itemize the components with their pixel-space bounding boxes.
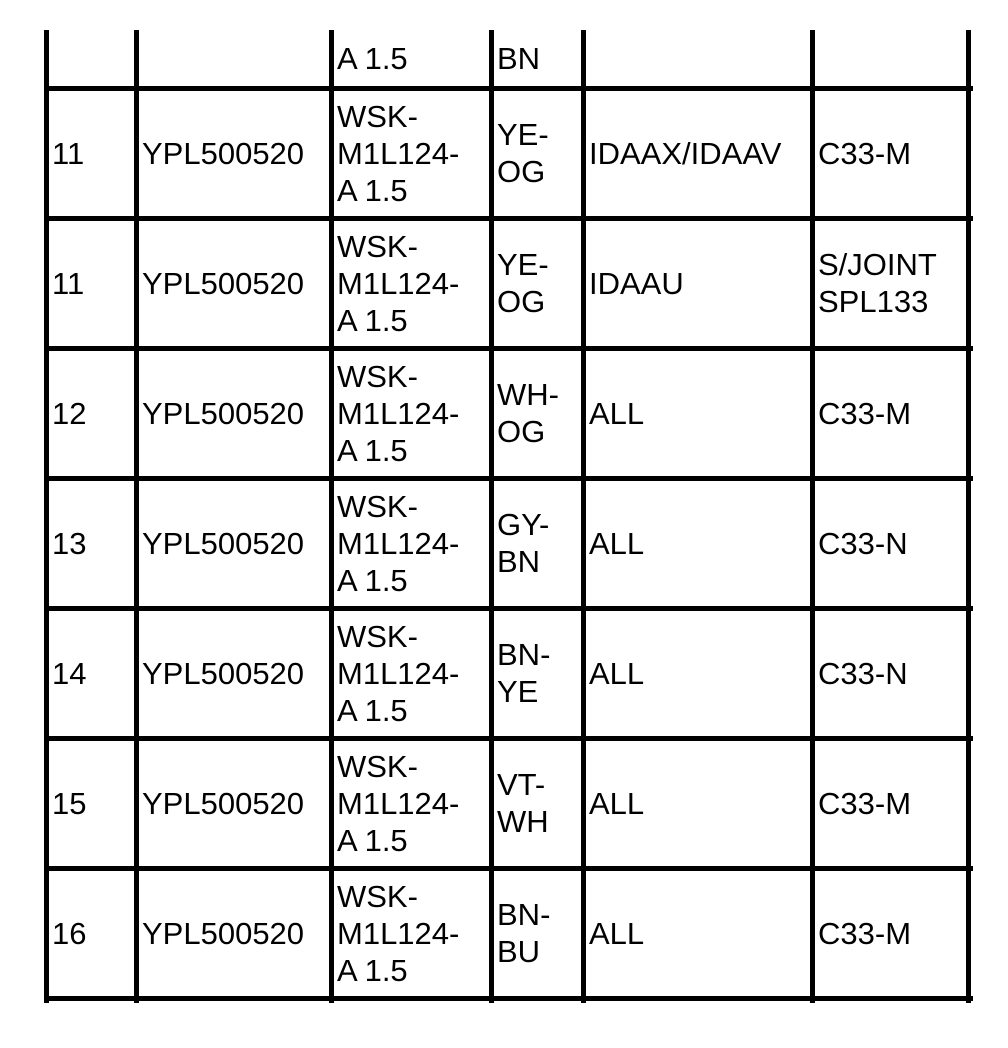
part-number-cell [142,221,328,345]
cell-text: YPL500520 [142,395,305,431]
part-number-cell [142,481,328,605]
pin-cell [52,91,133,215]
wire-spec-cell [337,91,488,215]
option-cell [589,741,809,865]
cell-text: 14 [52,655,87,691]
part-number-cell [142,741,328,865]
destination-cell [818,221,965,345]
color-cell [497,871,580,995]
cell-text: WSK- M1L124- A 1.5 [337,358,460,468]
cell-text: C33-N [818,655,908,691]
option-cell [589,481,809,605]
pin-cell [52,611,133,735]
cell-text: YE- OG [497,117,549,189]
pin-cell [52,481,133,605]
option-cell [589,871,809,995]
cell-text: C33-M [818,915,912,951]
cell-text: YPL500520 [142,655,305,691]
destination-cell [818,481,965,605]
pin-cell [52,351,133,475]
cell-text: 11 [52,265,85,301]
destination-cell [818,741,965,865]
column-divider [44,30,49,1003]
cell-text: GY- BN [497,507,550,579]
part-number-cell [142,91,328,215]
cell-text: YPL500520 [142,785,305,821]
wire-spec-cell [337,611,488,735]
option-cell [589,611,809,735]
cell-text: WSK- M1L124- A 1.5 [337,488,460,598]
cell-text: WSK- M1L124- A 1.5 [337,618,460,728]
color-cell [497,481,580,605]
cell-text: C33-N [818,525,908,561]
cell-text: 12 [52,395,87,431]
part-number-cell [142,611,328,735]
destination-cell [818,351,965,475]
cell-text: IDAAU [589,265,684,301]
column-divider [966,30,971,1003]
cell-text: ALL [589,785,645,821]
cell-text: WH- OG [497,377,559,449]
destination-cell [818,33,965,85]
cell-text: C33-M [818,785,912,821]
column-divider [581,30,586,1003]
pin-cell [52,871,133,995]
cell-text: WSK- M1L124- A 1.5 [337,878,460,988]
cell-text: BN- YE [497,637,551,709]
cell-text: YPL500520 [142,525,305,561]
option-cell [589,351,809,475]
wire-spec-cell [337,741,488,865]
part-number-cell [142,33,328,85]
cell-text: YPL500520 [142,135,305,171]
cell-text: VT- WH [497,767,549,839]
cell-text: 11 [52,135,85,171]
color-cell [497,611,580,735]
option-cell [589,33,809,85]
wire-spec-cell [337,871,488,995]
cell-text: C33-M [818,395,912,431]
color-cell [497,741,580,865]
cell-text: S/JOINT SPL133 [818,247,937,319]
cell-text: BN [497,41,541,76]
pin-cell [52,33,133,85]
pin-cell [52,741,133,865]
cell-text: 16 [52,915,87,951]
color-cell [497,221,580,345]
cell-text: 13 [52,525,87,561]
column-divider [134,30,139,1003]
row-divider [44,996,973,1001]
cell-text: C33-M [818,135,912,171]
cell-text: WSK- M1L124- A 1.5 [337,228,460,338]
destination-cell [818,91,965,215]
cell-text: A 1.5 [337,41,408,76]
column-divider [329,30,334,1003]
cell-text: ALL [589,655,645,691]
cell-text: ALL [589,915,645,951]
color-cell [497,351,580,475]
cell-text: 15 [52,785,87,821]
cell-text: YE- OG [497,247,549,319]
pin-cell [52,221,133,345]
option-cell [589,221,809,345]
destination-cell [818,611,965,735]
part-number-cell [142,871,328,995]
destination-cell [818,871,965,995]
wire-spec-cell [337,221,488,345]
wire-spec-cell [337,33,488,85]
cell-text: WSK- M1L124- A 1.5 [337,748,460,858]
cell-text: BN- BU [497,897,551,969]
color-cell [497,33,580,85]
column-divider [489,30,494,1003]
cell-text: YPL500520 [142,915,305,951]
color-cell [497,91,580,215]
cell-text: IDAAX/IDAAV [589,135,782,171]
cell-text: ALL [589,525,645,561]
option-cell [589,91,809,215]
part-number-cell [142,351,328,475]
cell-text: ALL [589,395,645,431]
column-divider [810,30,815,1003]
wire-spec-cell [337,351,488,475]
cell-text: YPL500520 [142,265,305,301]
cell-text: WSK- M1L124- A 1.5 [337,98,460,208]
wire-spec-cell [337,481,488,605]
